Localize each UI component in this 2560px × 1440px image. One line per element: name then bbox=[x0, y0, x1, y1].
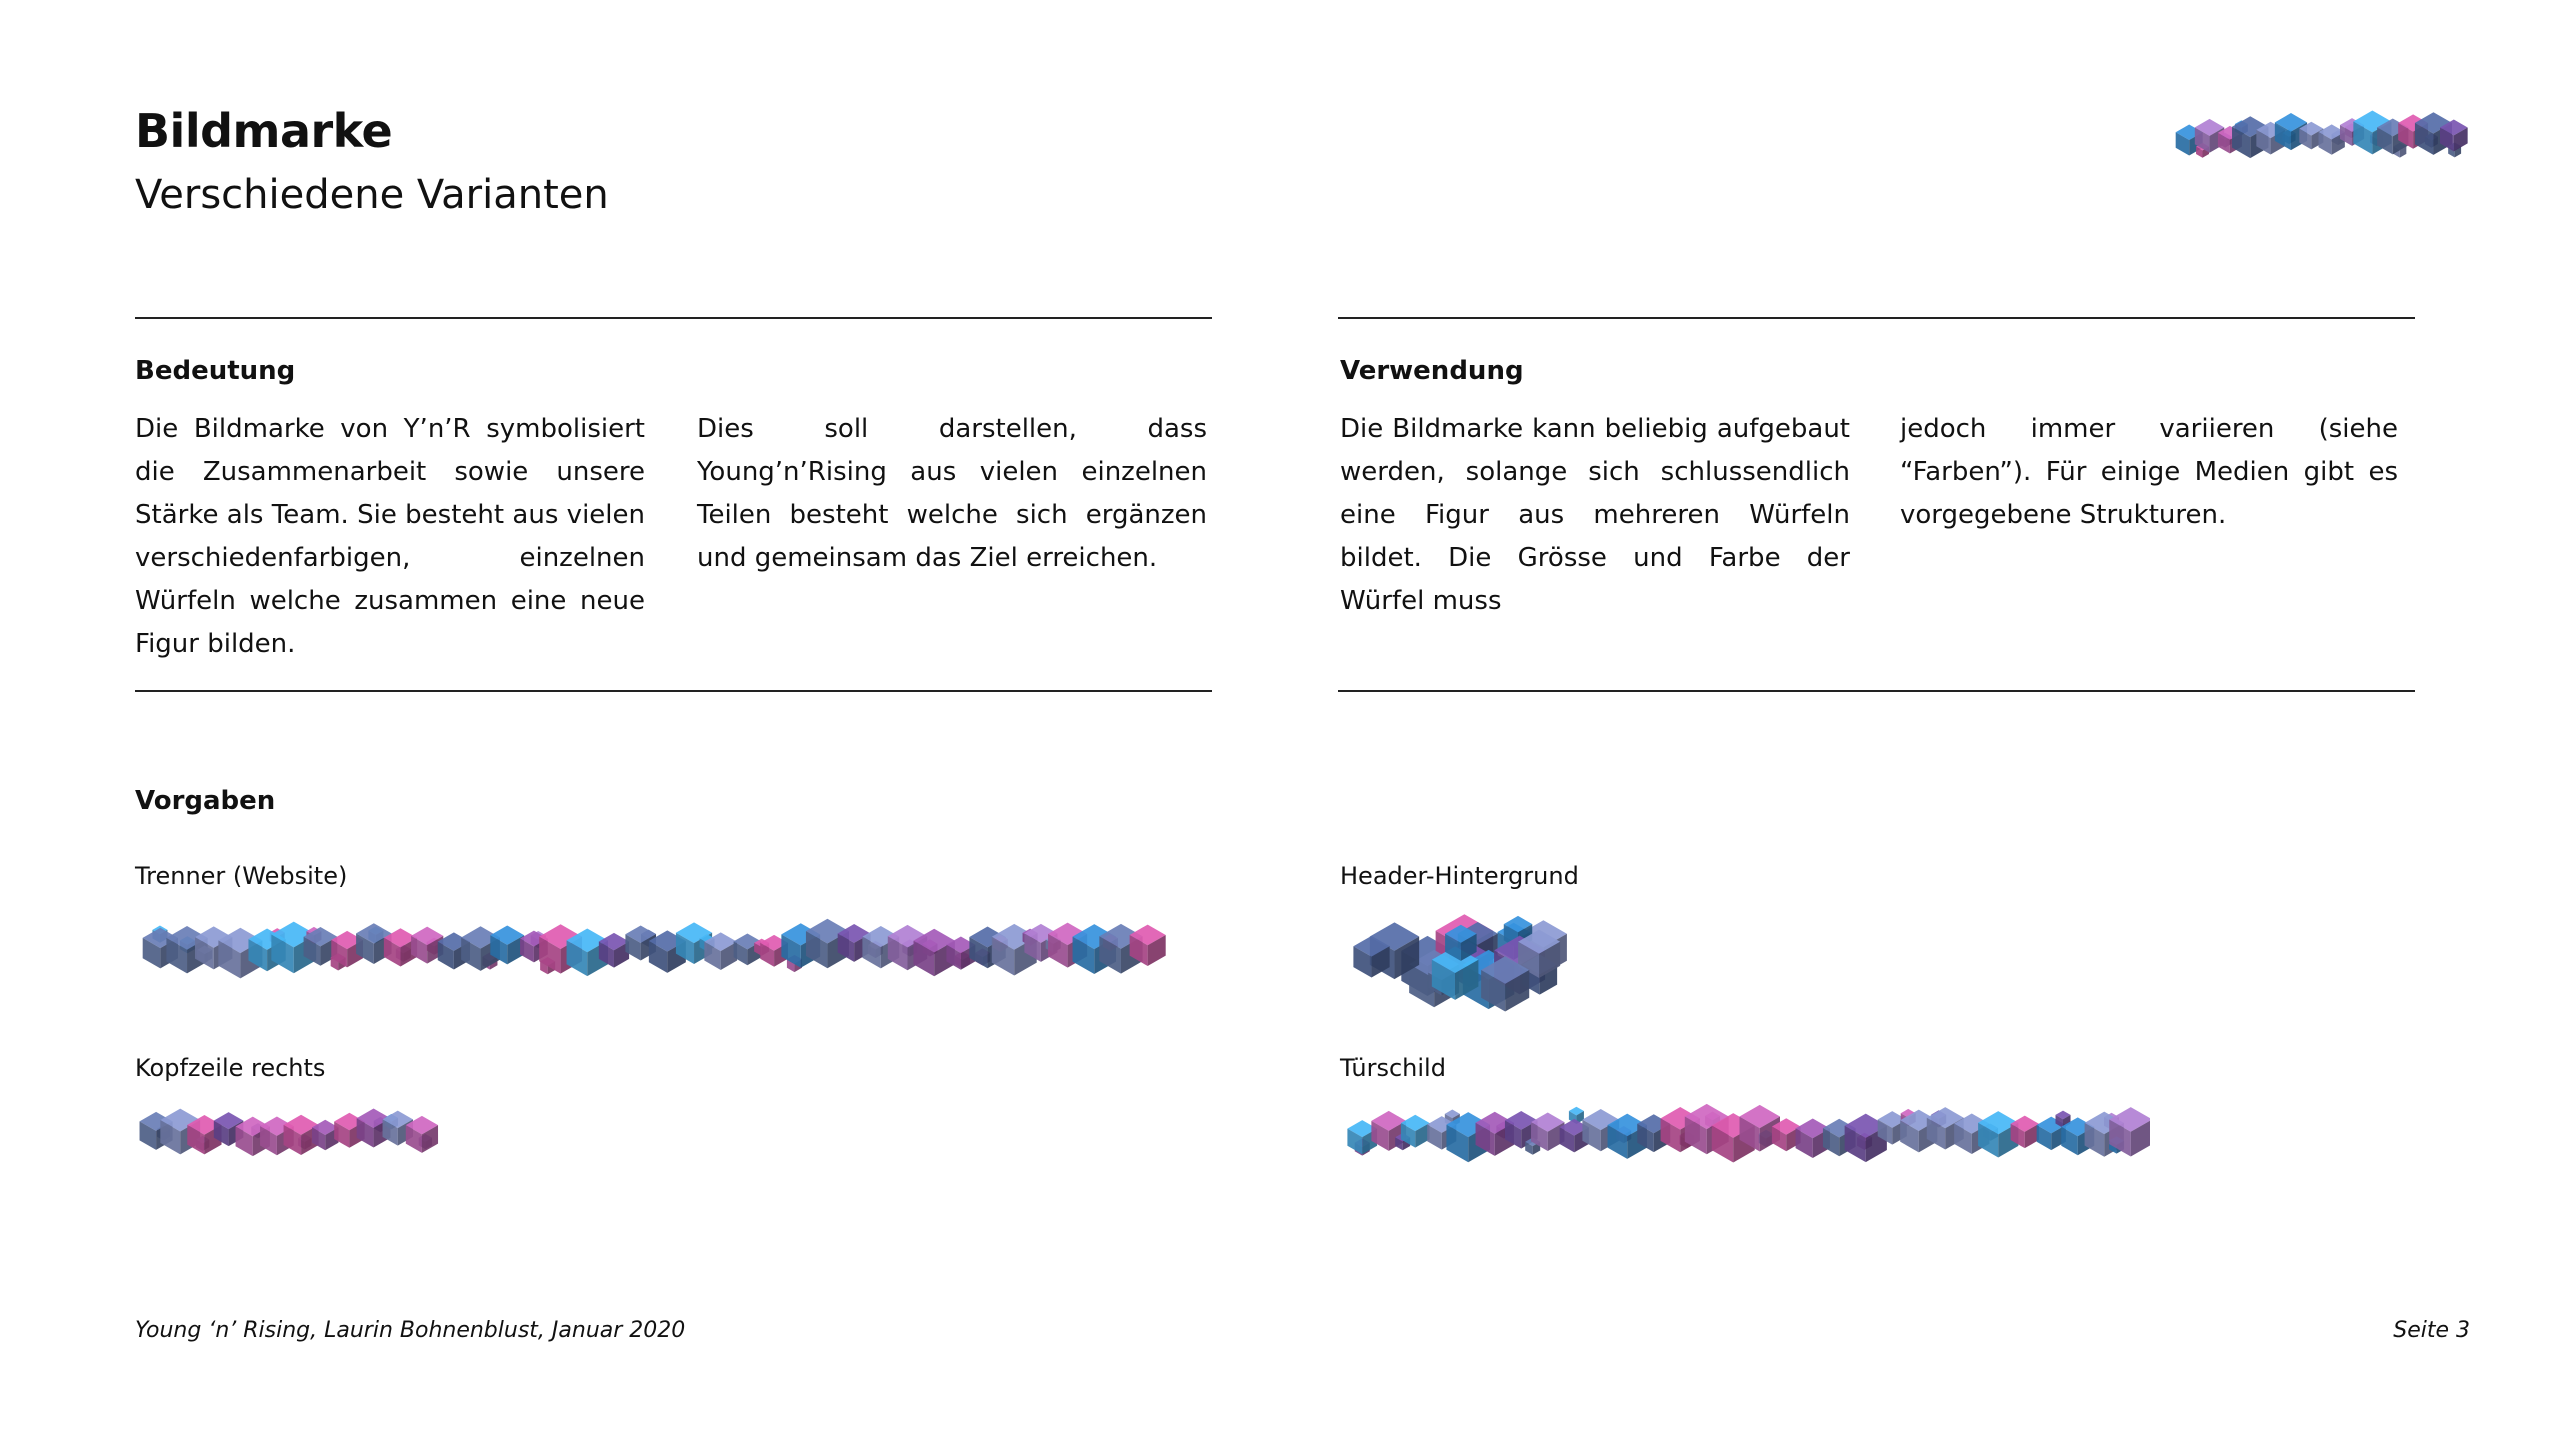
cube-graphic bbox=[1338, 905, 1583, 1013]
divider-middle-right bbox=[1338, 690, 2415, 692]
cube-graphic bbox=[1335, 1097, 2150, 1169]
bedeutung-text-col1 bbox=[135, 408, 645, 666]
label-kopfzeile-rechts: Kopfzeile rechts bbox=[135, 1054, 326, 1082]
label-header-hintergrund: Header-Hintergrund bbox=[1340, 862, 1579, 890]
cube-strip-kopfzeile bbox=[130, 1100, 440, 1164]
verwendung-text-col2 bbox=[1900, 408, 2398, 537]
cube-strip-trenner bbox=[133, 912, 1167, 984]
cube-strip-tuerschild bbox=[1335, 1097, 2150, 1169]
cube-cluster-header bbox=[1338, 905, 1583, 1013]
section-heading-verwendung: Verwendung bbox=[1340, 356, 1524, 386]
verwendung-text-col1 bbox=[1340, 408, 1850, 623]
divider-top-right bbox=[1338, 317, 2415, 319]
cube-graphic bbox=[133, 912, 1167, 984]
label-trenner-website: Trenner (Website) bbox=[135, 862, 348, 890]
verwendung-paragraph-2: jedoch immer variieren (siehe “Farben”). Für einige Medien gibt es vorgegebene Strukturen. bbox=[1900, 414, 2398, 530]
page-title: Bildmarke bbox=[135, 104, 393, 158]
bedeutung-text-col2 bbox=[697, 408, 1207, 580]
logo-cubes-top-right bbox=[2165, 105, 2470, 167]
label-tuerschild: Türschild bbox=[1340, 1054, 1446, 1082]
footer-credits: Young ‘n’ Rising, Laurin Bohnenblust, Januar 2020 bbox=[135, 1318, 686, 1343]
divider-middle-left bbox=[135, 690, 1212, 692]
bedeutung-paragraph-1: Die Bildmarke von Y’n’R symbolisiert die Zusammenarbeit sowie unsere Stärke als Team. Sie besteht aus vielen verschiedenfarbigen, einzelnen Würfeln welche zusammen eine neue Figur bilden. bbox=[135, 414, 645, 659]
page-subtitle: Verschiedene Varianten bbox=[135, 172, 609, 218]
footer-page-number: Seite 3 bbox=[2393, 1318, 2470, 1343]
section-heading-vorgaben: Vorgaben bbox=[135, 786, 276, 816]
verwendung-paragraph-1: Die Bildmarke kann beliebig aufgebaut werden, solange sich schlussendlich eine Figur aus mehreren Würfeln bildet. Die Grösse und Farbe der Würfel muss bbox=[1340, 414, 1850, 616]
cube-graphic bbox=[130, 1100, 440, 1164]
section-heading-bedeutung: Bedeutung bbox=[135, 356, 296, 386]
cube-graphic bbox=[2165, 105, 2470, 167]
bedeutung-paragraph-2: Dies soll darstellen, dass Young’n’Rising aus vielen einzelnen Teilen besteht welche sich ergänzen und gemeinsam das Ziel erreichen. bbox=[697, 414, 1207, 573]
divider-top-left bbox=[135, 317, 1212, 319]
